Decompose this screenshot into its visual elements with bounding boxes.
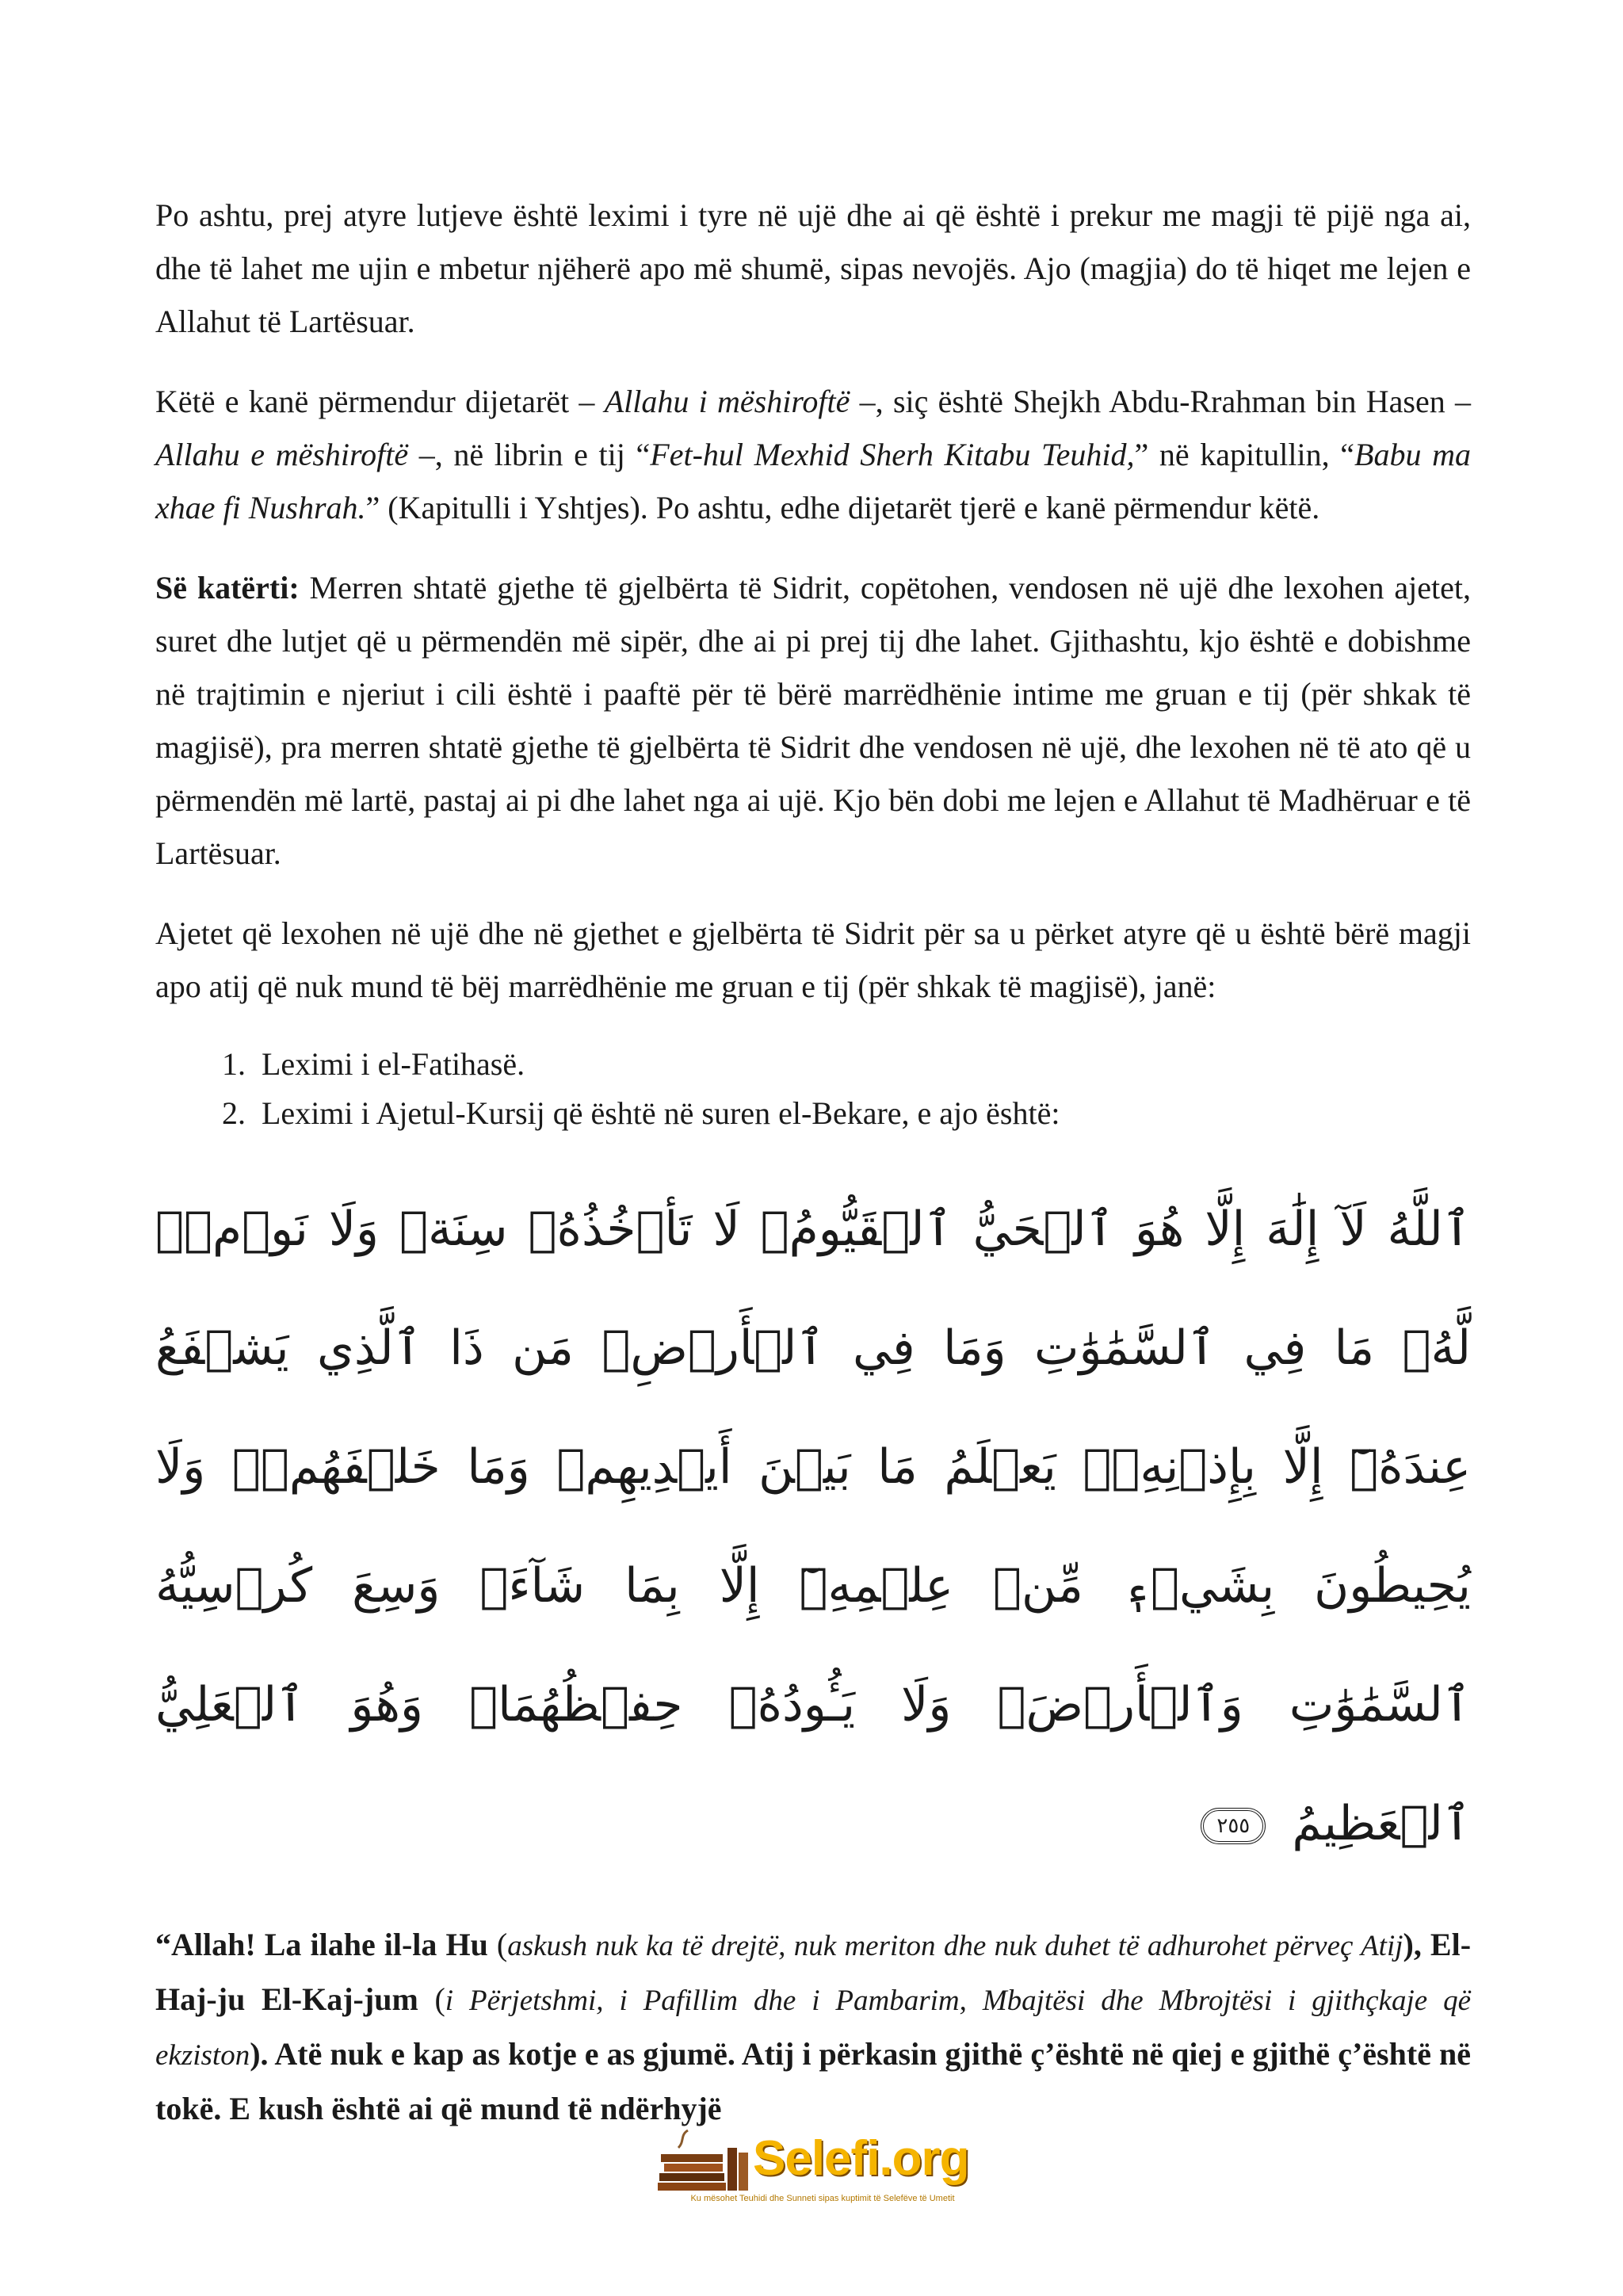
paragraph-2-text-1: Këtë e kanë përmendur dijetarët – bbox=[155, 384, 605, 419]
logo-tagline: Ku mësohet Teuhidi dhe Sunneti sipas kuptimit të Selefëve të Umetit bbox=[690, 2194, 955, 2203]
page-content bbox=[155, 189, 1471, 2135]
translation-italic-1: askush nuk ka të drejtë, nuk meriton dhe nuk duhet të adhurohet përveç Atij bbox=[507, 1930, 1403, 1962]
paragraph-2-text-3: –, në librin e tij “ bbox=[408, 437, 651, 472]
chapter-title: Babu ma xhae fi Nushrah. bbox=[155, 437, 1472, 525]
paragraph-3-heading: Së katërti: bbox=[155, 570, 300, 606]
list-item: 2. Leximi i Ajetul-Kursij që është në suren el-Bekare, e ajo është: bbox=[254, 1089, 1471, 1138]
logo-name: Selefi.org bbox=[753, 2131, 969, 2186]
selefi-logo bbox=[656, 2124, 989, 2211]
list-item: 1. Leximi i el-Fatihasë. bbox=[254, 1040, 1471, 1089]
translation-bold-1: “Allah! La ilahe il-la Hu bbox=[155, 1927, 488, 1962]
paragraph-3-text: Merren shtatë gjethe të gjelbërta të Sidrit, copëtohen, vendosen në ujë dhe lexohen ajetet, suret dhe lutjet që u përmendën më sipër, dhe ai pi prej tij dhe lahet. Gjithashtu, kjo është e dobishme në trajtimin e njeriut i cili është i paaftë për të bërë marrëdhënie intime me gruan e tij (për shkak të magjisë), pra merren shtatë gjethe të gjelbërta të Sidrit dhe vendosen në ujë, dhe lexohen në të ato që u përmendën më lartë, pastaj ai pi dhe lahet nga ai ujë. Kjo bën dobi me lejen e Allahut të Madhëruar e të Lartësuar. bbox=[155, 570, 1472, 871]
translation-bold-2: ), El-Haj-ju El-Kaj-jum bbox=[155, 1927, 1472, 2017]
paragraph-1: Po ashtu, prej atyre lutjeve është leximi i tyre në ujë dhe ai që është i prekur me magji të pijë nga ai, dhe të lahet me ujin e mbetur njëherë apo më shumë, sipas nevojës. Ajo (magjia) do të hiqet me lejen e Allahut të Lartësuar. bbox=[155, 197, 1471, 339]
paragraph-2-italic-1: Allahu i mëshiroftë bbox=[604, 384, 850, 419]
numbered-list bbox=[155, 1040, 1471, 1138]
paragraph-2-text-5: ” (Kapitulli i Yshtjes). Po ashtu, edhe dijetarët tjerë e kanë përmendur këtë. bbox=[365, 490, 1320, 525]
translation-bold-3: ). Atë nuk e kap as kotje e as gjumë. Atij i përkasin gjithë ç’është në qiej e gjithë ç’është në tokë. E kush është ai që mund të ndërhyjë bbox=[155, 2036, 1471, 2126]
paragraph-2 bbox=[155, 375, 1471, 534]
books-icon bbox=[656, 2124, 751, 2195]
paragraph-2-text-4: ” në kapitullin, “ bbox=[1134, 437, 1355, 472]
translation-sep-1: ( bbox=[487, 1927, 508, 1962]
arabic-verse-text: ٱللَّهُ لَآ إِلَٰهَ إِلَّا هُوَ ٱلۡحَيُّ ٱلۡقَيُّومُۚ لَا تَأۡخُذُهُۥ سِنَةٞ وَلَا نَوۡمٞۚ لَّهُۥ مَا فِي ٱلسَّمَٰوَٰتِ وَمَا فِي ٱلۡأَرۡضِۗ مَن ذَا ٱلَّذِي يَشۡفَعُ عِندَهُۥٓ إِلَّا بِإِذۡنِهِۦۚ يَعۡلَمُ مَا بَيۡنَ أَيۡدِيهِمۡ وَمَا خَلۡفَهُمۡۖ وَلَا يُحِيطُونَ بِشَيۡءٖ مِّنۡ عِلۡمِهِۦٓ إِلَّا بِمَا شَآءَۚ وَسِعَ كُرۡسِيُّهُ ٱلسَّمَٰوَٰتِ وَٱلۡأَرۡضَۖ وَلَا يَـُٔودُهُۥ حِفۡظُهُمَاۚ وَهُوَ ٱلۡعَلِيُّ ٱلۡعَظِيمُ bbox=[155, 1201, 1471, 1851]
verse-number-marker: ٢٥٥ bbox=[1201, 1808, 1266, 1844]
book-title: Fet-hul Mexhid Sherh Kitabu Teuhid, bbox=[650, 437, 1135, 472]
verse-translation bbox=[155, 1918, 1471, 2135]
translation-italic-2: i Përjetshmi, i Pafillim dhe i Pambarim, Mbajtësi dhe Mbrojtësi i gjithçkaje që ekziston bbox=[155, 1985, 1471, 2072]
arabic-verse bbox=[155, 1170, 1471, 1883]
paragraph-2-text-2: –, siç është Shejkh Abdu-Rrahman bin Hasen – bbox=[850, 384, 1471, 419]
paragraph-3 bbox=[155, 561, 1471, 880]
paragraph-4: Ajetet që lexohen në ujë dhe në gjethet e gjelbërta të Sidrit për sa u përket atyre që u është bërë magji apo atij që nuk mund të bëj marrëdhënie me gruan e tij (për shkak të magjisë), janë: bbox=[155, 915, 1471, 1004]
paragraph-2-italic-2: Allahu e mëshiroftë bbox=[155, 437, 409, 472]
translation-sep-2: ( bbox=[418, 1981, 445, 2017]
